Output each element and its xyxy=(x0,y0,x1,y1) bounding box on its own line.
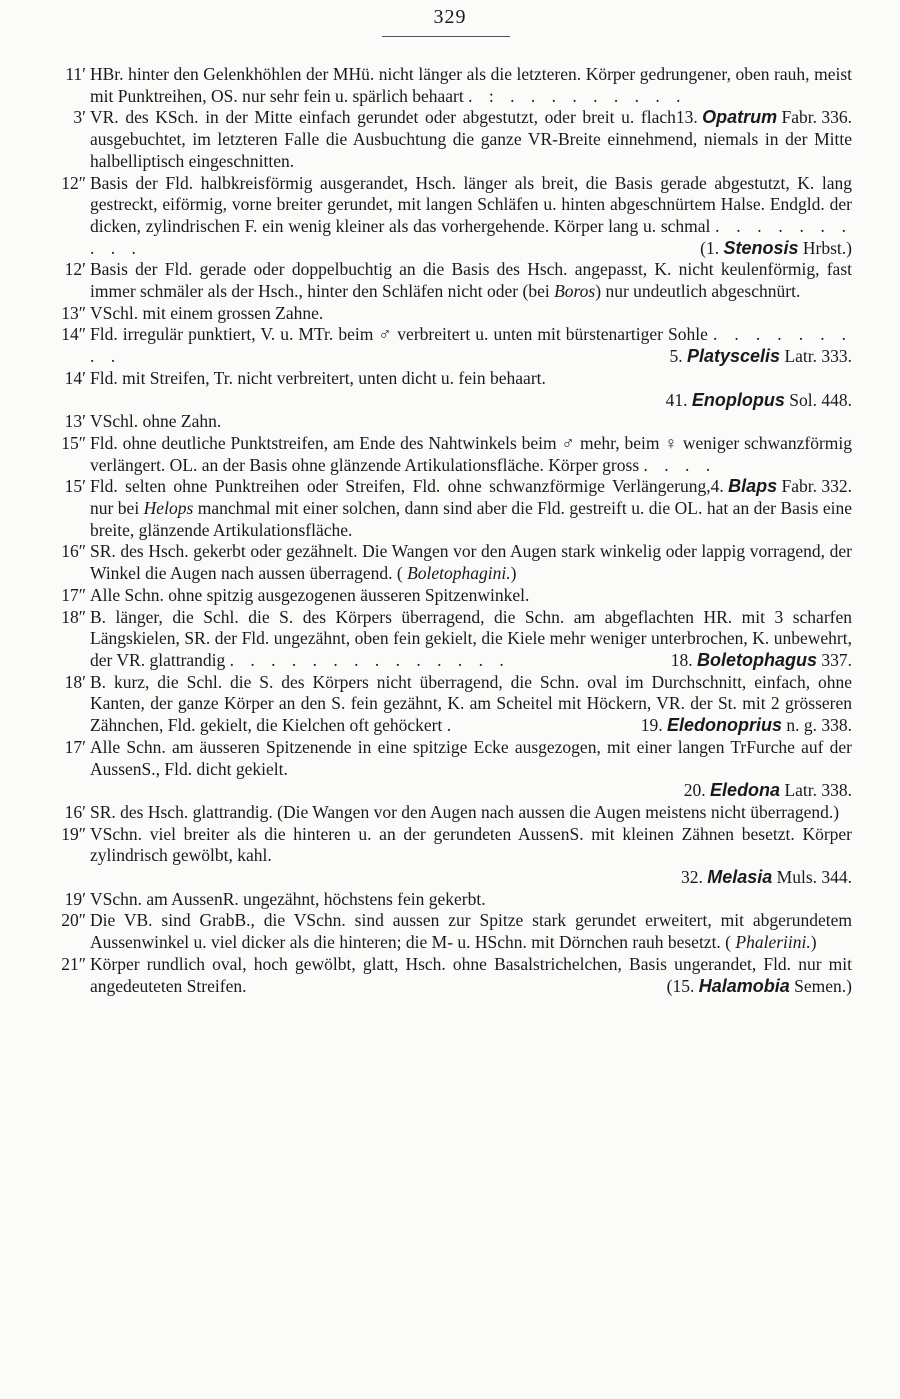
genus-author-page: Fabr. 336. xyxy=(777,107,852,128)
entry-text: B. kurz, die Schl. die S. des Körpers nicht überragend, die Schn. oval im Durchschnitt, einfach, ohne Kanten, der ganze Körper an den S. fein gezähnt, K. am Scheitel mit Höckern, VR. der St. mit 2 grösseren Zähnchen, Fld. gekielt, die Kielchen oft gehöckert xyxy=(90,671,852,736)
genus-number: 18. xyxy=(670,649,697,670)
key-entry xyxy=(44,607,852,672)
entry-italic-name: Phaleriini. xyxy=(735,932,811,953)
genus-reference xyxy=(90,867,852,889)
genus-name: Melasia xyxy=(707,867,773,888)
genus-name: Stenosis xyxy=(723,237,799,258)
key-entry xyxy=(44,303,852,325)
entry-text: Alle Schn. am äusseren Spitzenende in eine spitzige Ecke ausgezogen, mit einer langen TrFurche auf der AussenS., Fld. dicht gekielt. xyxy=(90,736,852,779)
entry-body xyxy=(90,585,529,605)
genus-name: Platyscelis xyxy=(686,346,781,367)
entry-number: 18′ xyxy=(64,671,86,692)
key-entry xyxy=(44,910,852,953)
entry-text-cont: ) xyxy=(510,563,517,584)
entry-text: VSchl. mit einem grossen Zahne. xyxy=(90,302,324,323)
genus-name: Halamobia xyxy=(698,975,790,996)
entry-text: Basis der Fld. halbkreisförmig ausgerandet, Hsch. länger als breit, die Basis gerade abgestutzt, K. lang gestreckt, eiförmig, vorne breiter gerundet, mit langen Schläfen u. hinten abgeschnürtem Halse. Endgld. der dicken, zylindrischen F. ein wenig kleiner als das vorhergehende. Körper lang u. schmal xyxy=(90,172,852,236)
key-entry xyxy=(44,672,852,737)
entry-body xyxy=(90,910,852,952)
key-entry xyxy=(44,954,852,997)
entry-number: 3′ xyxy=(73,107,86,128)
entry-number: 14″ xyxy=(61,324,86,345)
entry-text: VSchn. am AussenR. ungezähnt, höchstens fein gekerbt. xyxy=(90,888,486,909)
genus-reference xyxy=(90,390,852,412)
entry-text: Körper rundlich oval, hoch gewölbt, glatt, Hsch. ohne Basalstrichelchen, Basis ungerandet, Fld. nur mit angedeuteten Streifen. xyxy=(90,953,852,996)
key-entry xyxy=(44,368,852,411)
header-rule xyxy=(382,36,510,37)
entry-italic-name: Boros xyxy=(554,281,596,302)
key-entry xyxy=(44,107,852,172)
entry-italic-name: Helops xyxy=(143,498,194,519)
genus-reference xyxy=(700,238,852,260)
genus-number: 20. xyxy=(683,780,711,801)
key-entries xyxy=(44,64,852,997)
entry-body xyxy=(90,433,852,475)
key-entry xyxy=(44,737,852,802)
entry-number: 20″ xyxy=(61,910,86,931)
key-entry xyxy=(44,824,852,889)
entry-number: 16″ xyxy=(61,541,86,562)
entry-number: 21″ xyxy=(61,953,86,974)
entry-body xyxy=(90,259,852,301)
key-entry xyxy=(44,173,852,260)
entry-text: B. länger, die Schl. die S. des Körpers überragend, die Schn. am abgeflachten HR. mit 3 scharfen Längskielen, SR. der Fld. ungezähnt, oben fein gekielt, die Kiele mehr weniger unterbrochen, K. unbewehrt, der VR. glattrandig xyxy=(90,606,852,670)
genus-number: 4. xyxy=(710,476,729,497)
key-entry xyxy=(44,64,852,128)
entry-body xyxy=(90,889,486,909)
key-entry xyxy=(44,324,852,367)
entry-body xyxy=(90,824,852,866)
key-entry xyxy=(44,541,852,584)
key-entry xyxy=(44,802,852,824)
genus-number: (15. xyxy=(666,975,699,996)
key-entry xyxy=(44,411,852,433)
entry-number: 11′ xyxy=(65,64,86,84)
genus-author-page: Hrbst.) xyxy=(798,237,852,258)
entry-text-cont: ) nur undeutlich abgeschnürt. xyxy=(595,281,801,302)
genus-name: Blaps xyxy=(728,476,778,497)
genus-author-page: Fabr. 332. xyxy=(777,476,852,497)
entry-text: VR. des KSch. in der Mitte einfach gerundet oder abgestutzt, oder breit u. flach ausgebuchtet, im letzteren Falle die Ausbuchtung die ganze VR-Breite einnehmend, niemals in der Mitte halbelliptisch eingeschnitten. xyxy=(90,107,852,171)
entry-number: 15′ xyxy=(64,476,86,497)
entry-number: 13′ xyxy=(64,411,86,432)
leader-dots: . . . . . . . . . . . . . . xyxy=(229,649,510,670)
genus-number: 19. xyxy=(640,715,667,736)
genus-name: Eledona xyxy=(710,780,781,801)
leader-dots: . : . . . . . . . . . xyxy=(468,85,687,106)
entry-body xyxy=(90,541,852,583)
genus-number: (1. xyxy=(700,237,724,258)
entry-text: Fld. mit Streifen, Tr. nicht verbreitert, unten dicht u. fein behaart. xyxy=(90,367,546,388)
genus-number: 13. xyxy=(675,107,703,128)
entry-text: Basis der Fld. gerade oder doppelbuchtig an die Basis des Hsch. angepasst, K. nicht keulenförmig, fast immer schmäler als der Hsch., hinter den Schläfen nicht oder (bei xyxy=(90,259,852,302)
entry-number: 16′ xyxy=(64,801,86,822)
genus-reference xyxy=(669,346,852,368)
genus-reference xyxy=(90,780,852,802)
genus-author-page: Sol. 448. xyxy=(784,389,852,410)
entry-body xyxy=(90,802,839,822)
entry-body xyxy=(90,64,852,106)
genus-reference xyxy=(667,976,852,998)
entry-text: SR. des Hsch. glattrandig. (Die Wangen vor den Augen nach aussen die Augen meistens nicht überragend.) xyxy=(90,801,840,822)
genus-number: 32. xyxy=(680,867,708,888)
leader-dots: . . . . . . . . . xyxy=(90,324,853,367)
entry-body xyxy=(90,107,852,170)
genus-author-page: Latr. 338. xyxy=(780,780,852,801)
genus-author-page: Latr. 333. xyxy=(780,346,852,367)
entry-number: 12′ xyxy=(64,259,86,280)
genus-name: Eledonoprius xyxy=(666,715,782,736)
entry-body xyxy=(90,737,852,779)
genus-reference xyxy=(641,715,852,737)
key-entry xyxy=(44,889,852,911)
entry-text: Fld. selten ohne Punktreihen oder Streifen, Fld. ohne schwanzförmige Verlängerung, nur bei xyxy=(90,476,711,519)
entry-number: 17″ xyxy=(61,584,86,605)
entry-text: VSchl. ohne Zahn. xyxy=(90,411,222,432)
page-number: 329 xyxy=(433,6,467,28)
genus-number: 41. xyxy=(665,389,692,410)
genus-author-page: 337. xyxy=(817,649,852,670)
entry-text-cont: manchmal mit einer solchen, dann sind aber die Fld. gestreift u. die OL. hat an der Basis eine breite, glänzende Artikulationsfläche. xyxy=(90,498,853,540)
entry-text: Die VB. sind GrabB., die VSchn. sind aussen zur Spitze stark gerundet erweitert, mit abgerundetem Aussenwinkel u. viel dicker als die hinteren; die M- u. HSchn. mit Dörnchen rauh besetzt. ( xyxy=(90,910,852,953)
entry-text-cont: ) xyxy=(810,932,817,953)
entry-italic-name: Boletophagini. xyxy=(407,563,511,584)
leader-dots: . . . . . . . . . . xyxy=(90,215,853,258)
key-entry xyxy=(44,432,852,497)
genus-name: Opatrum xyxy=(702,107,778,128)
entry-number: 13″ xyxy=(61,302,86,323)
entry-text: Fld. irregulär punktiert, V. u. MTr. beim ♂ verbreitert u. unten mit bürstenartiger Sohle xyxy=(90,324,708,345)
entry-text: SR. des Hsch. gekerbt oder gezähnelt. Die Wangen vor den Augen stark winkelig oder lappig vorragend, der Winkel die Augen nach aussen überragend. ( xyxy=(90,541,852,584)
entry-text: Fld. ohne deutliche Punktstreifen, am Ende des Nahtwinkels beim ♂ mehr, beim ♀ weniger schwanzförmig verlängert. OL. an der Basis ohne glänzende Artikulationsfläche. Körper gross xyxy=(90,432,852,475)
entry-body xyxy=(90,303,323,323)
key-entry xyxy=(44,476,852,541)
entry-number: 18″ xyxy=(61,606,86,627)
leader-dots: . xyxy=(446,715,458,736)
key-entry xyxy=(44,259,852,302)
genus-author-page: Muls. 344. xyxy=(772,867,852,888)
entry-text: HBr. hinter den Gelenkhöhlen der MHü. nicht länger als die letzteren. Körper gedrungener, oben rauh, meist mit Punktreihen, OS. nur sehr fein u. spärlich behaart xyxy=(90,64,852,106)
genus-name: Boletophagus xyxy=(697,649,817,670)
entry-number: 15″ xyxy=(61,432,86,453)
entry-body xyxy=(90,476,852,539)
genus-name: Enoplopus xyxy=(691,389,785,410)
entry-number: 17′ xyxy=(64,736,86,757)
entry-number: 19′ xyxy=(64,888,86,909)
entry-number: 12″ xyxy=(61,172,86,193)
entry-number: 19″ xyxy=(61,823,86,844)
genus-number: 5. xyxy=(669,346,687,367)
entry-text: VSchn. viel breiter als die hinteren u. an der gerundeten AussenS. mit kleinen Zähnen besetzt. Körper zylindrisch gewölbt, kahl. xyxy=(90,823,852,866)
genus-reference xyxy=(671,650,852,672)
leader-dots: . . . . xyxy=(643,454,717,475)
entry-body xyxy=(90,411,221,431)
key-entry xyxy=(44,585,852,607)
entry-body xyxy=(90,368,546,388)
entry-text: Alle Schn. ohne spitzig ausgezogenen äusseren Spitzenwinkel. xyxy=(90,584,530,605)
genus-author-page: Semen.) xyxy=(789,975,852,996)
genus-author-page: n. g. 338. xyxy=(782,715,852,736)
entry-number: 14′ xyxy=(64,367,86,388)
